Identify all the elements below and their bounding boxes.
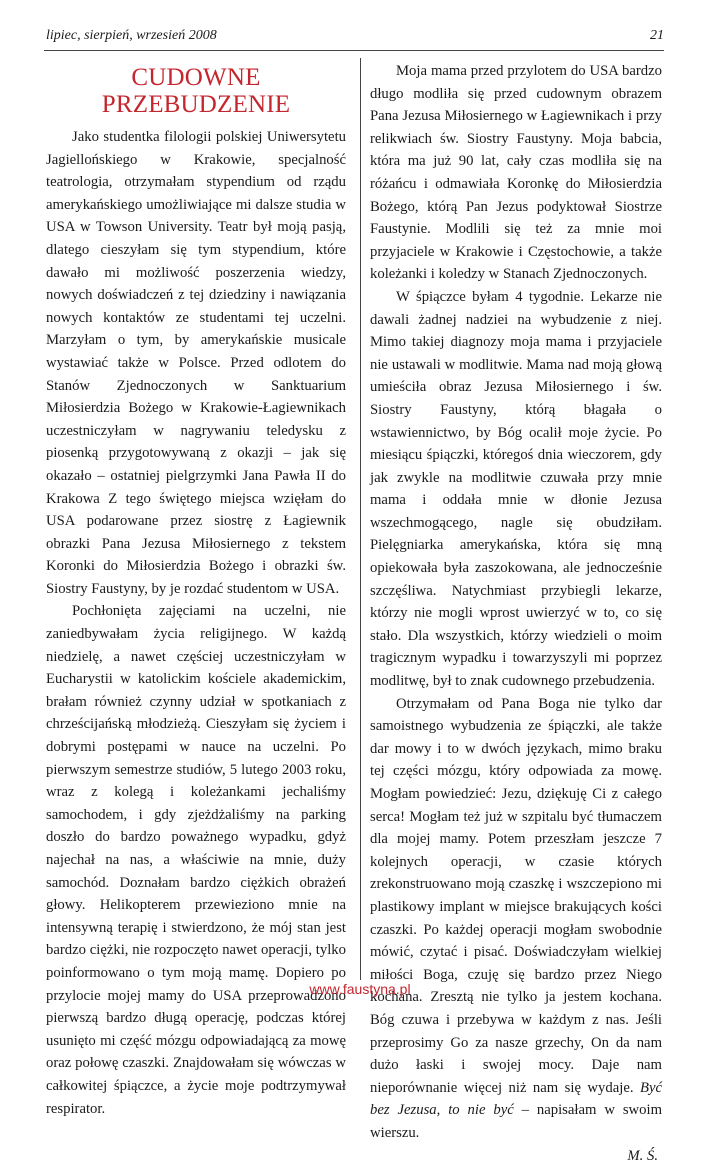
column-divider xyxy=(360,58,361,980)
left-column xyxy=(46,60,346,1120)
title-line-2: PRZEBUDZENIE xyxy=(102,91,291,118)
paragraph-3: Moja mama przed przylotem do USA bardzo długo modliła się przed cudownym obrazem Pana Jezusa Miłosiernego w Łagiewnikach i przy relikwiach św. Siostry Faustyny. Moja babcia, która ma już 90 lat, cały czas modliła się na różańcu i odmawiała Koronkę do Miłosierdzia Bożego, którą Pan Jezus podyktował Siostrze Faustynie. Modlili się też za mnie moi przyjaciele w Krakowie i Częstochowie, a także koleżanki i koledzy w Stanach Zjednoczonych. xyxy=(370,60,662,286)
author-signature: M. Ś. xyxy=(370,1145,662,1167)
article-title xyxy=(46,64,346,118)
paragraph-1: Jako studentka filologii polskiej Uniwersytetu Jagiellońskiego w Krakowie, specjalność teatrologia, otrzymałam stypendium od rządu amerykańskiego umożliwiające mi dalsze studia w USA w Towson University. Teatr był moją pasją, dlatego cieszyłam się tym stypendium, które dawało mi możliwość poszerzenia wiedzy, nowych doświadczeń z tej dziedziny i nawiązania nowych kontaktów ze studentami tej uczelni. Marzyłam o tym, by amerykańskie musicale wystawiać także w Polsce. Przed odlotem do Stanów Zjednoczonych w Sanktuarium Miłosierdzia Bożego w Krakowie-Łagiewnikach uczestniczyłam w nagrywaniu teledysku z piosenką przygotowywaną z okazji – jak się okazało – ostatniej pielgrzymki Jana Pawła II do Krakowa Z tego świętego miejsca wzięłam do USA podarowane przez siostrę z Łagiewnik obrazki Pana Jezusa Miłosiernego z tekstem Koronki do Miłosierdzia Bożego i obrazki św. Siostry Faustyny, by je rozdać studentom w USA. xyxy=(46,126,346,600)
page-number: 21 xyxy=(650,28,664,44)
website-link[interactable]: www.faustyna.pl xyxy=(0,981,720,997)
paragraph-5-text: Otrzymałam od Pana Boga nie tylko dar samoistnego wybudzenia ze śpiączki, ale także dar mowy i to w dwóch językach, mimo braku tej części mózgu, który odpowiada za mowę. Mogłam powiedzieć: Jezu, dziękuję Ci z całego serca! Mogłam też już w szpitalu być tłumaczem dla mojej mamy. Potem przeszłam jeszcze 7 kolejnych operacji, w czasie których zrekonstruowano moją czaszkę i wszczepiono mi plastikowy implant w miejsce brakujących kości czaszki. Po każdej operacji mogłam swobodnie mówić, czytać i pisać. Doświadczyłam wielkiej miłości Boga, czuję się bardzo przez Niego kochana. Zresztą nie tylko ja jestem kochana. Bóg czuwa i przebywa w każdym z nas. Jeśli przeprosimy Go za nasze grzechy, On da nam dużo łaski i swojej mocy. Daje nam nieporównanie więcej niż nam się wydaje. xyxy=(370,696,662,1096)
right-column xyxy=(370,60,662,1167)
paragraph-5 xyxy=(370,693,662,1145)
title-line-1: CUDOWNE xyxy=(131,64,260,91)
header-rule xyxy=(44,50,664,51)
issue-date: lipiec, sierpień, wrzesień 2008 xyxy=(46,28,217,44)
paragraph-2: Pochłonięta zajęciami na uczelni, nie zaniedbywałam życia religijnego. W każdą niedzielę, a nawet częściej uczestniczyłam w Eucharystii w katolickim kościele akademickim, brałam również czynny udział w spotkaniach z chrześcijańską młodzieżą. Cieszyłam się życiem i dobrymi postępami w nauce na uczelni. Po pierwszym semestrze studiów, 5 lutego 2003 roku, wraz z kolegą i koleżankami jechaliśmy samochodem, i gdy zjeżdżaliśmy na parking doszło do bardzo poważnego wypadku, gdyż najechał na nas, a właściwie na mnie, duży samochód. Doznałam bardzo ciężkich obrażeń głowy. Helikopterem przewieziono mnie na intensywną terapię i stwierdzono, że mój stan jest bardzo ciężki, nie rozpoczęto nawet operacji, tylko poinformowano o tym moją mamę. Dopiero po przylocie mojej mamy do USA przeprowadzono pierwszą bardzo długą operację, podczas której usunięto mi część mózgu odpowiadającą za mowę oraz połowę czaszki. Znajdowałam się wówczas w całkowitej śpiączce, a życie moje podtrzymywał respirator. xyxy=(46,600,346,1120)
paragraph-4: W śpiączce byłam 4 tygodnie. Lekarze nie dawali żadnej nadziei na wybudzenie z niej. Mimo takiej diagnozy moja mama i przyjaciele nie ustawali w modlitwie. Mama nad moją głową umieściła obraz Jezusa Miłosiernego i św. Siostry Faustyny, którą błagała o wstawiennictwo, by Bóg ocalił moje życie. Po miesiącu śpiączki, któregoś dnia wieczorem, gdy jak zwykle na modlitwie czuwała przy mnie mama i oddała mnie w dłonie Jezusa wszechmogącego, nagle się obudziłam. Pielęgniarka amerykańska, która się mną opiekowała była zaszokowana, ale jednocześnie szczęśliwa. Natychmiast przybiegli lekarze, którzy nie mogli wprost uwierzyć w to, co się stało. Dla wszystkich, którzy wiedzieli o moim tragicznym wypadku i towarzyszyli mi poprzez modlitwę, był to znak cudownego przebudzenia. xyxy=(370,286,662,693)
poem-quote: Być bez Jezusa, to nie być xyxy=(370,1080,662,1119)
quote-attribution: – napisałam w swoim wierszu. xyxy=(370,1102,662,1141)
